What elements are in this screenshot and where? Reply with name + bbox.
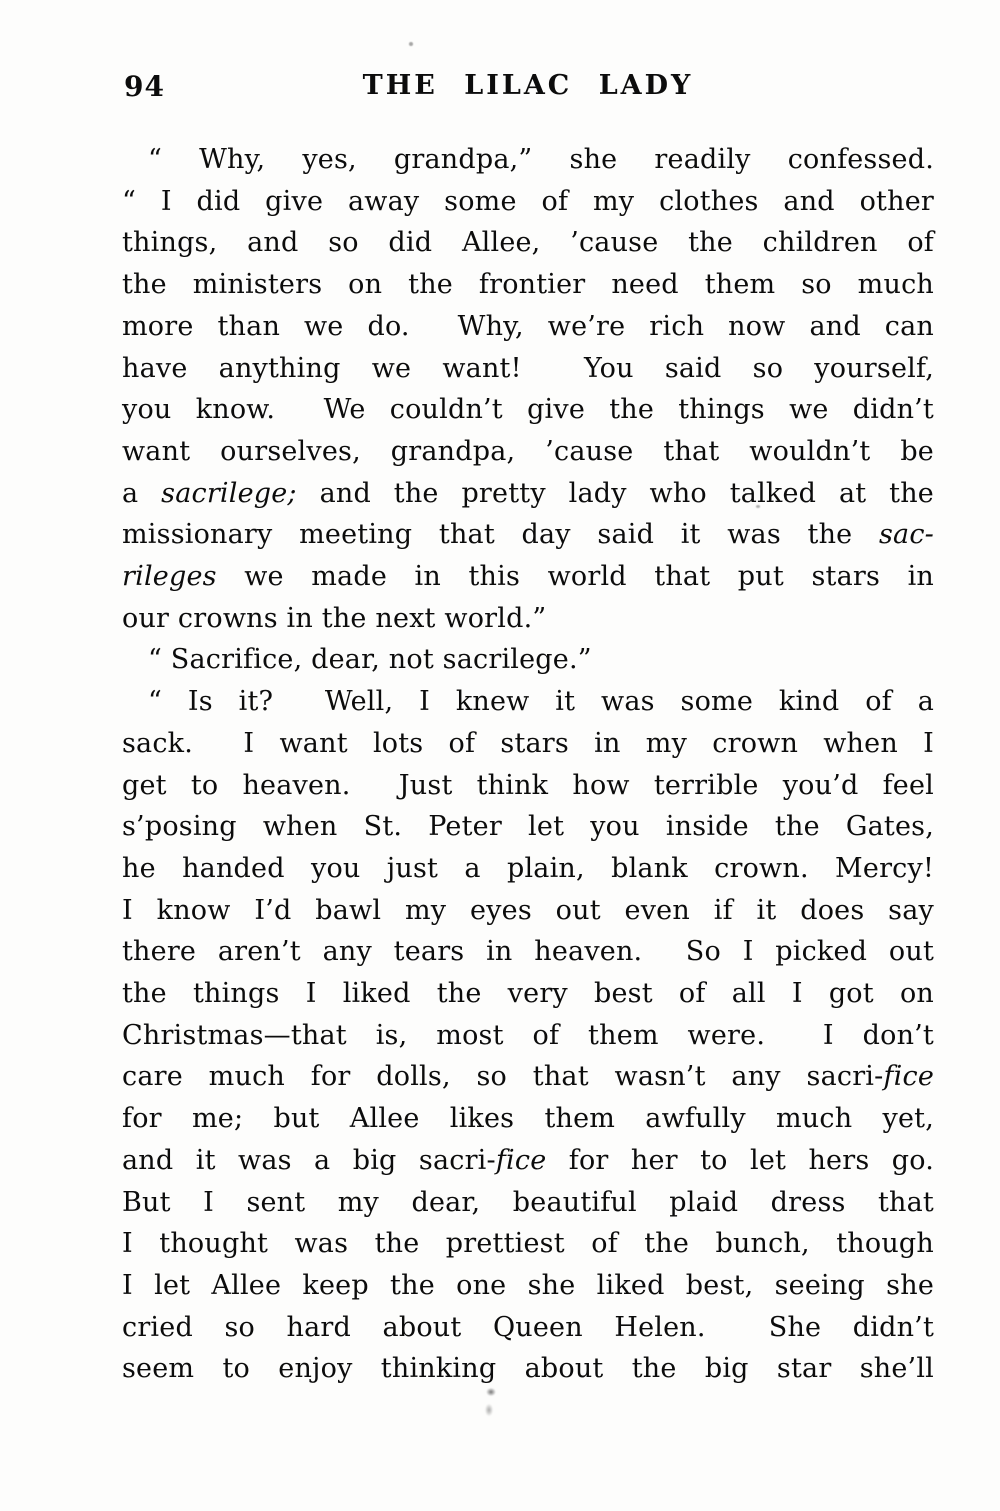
- text-segment: cried so hard about Queen Helen. She didn’t: [122, 1311, 934, 1343]
- text-line: [122, 890, 934, 932]
- text-line: [122, 806, 934, 848]
- text-segment: I know I’d bawl my eyes out even if it does say: [122, 894, 934, 926]
- text-segment: and the pretty lady who talked at the: [296, 477, 934, 509]
- text-segment: But I sent my dear, beautiful plaid dress that: [122, 1186, 934, 1218]
- text-line: [122, 1348, 934, 1390]
- paragraph: [122, 139, 934, 639]
- text-line: [122, 723, 934, 765]
- text-segment: fice: [883, 1061, 934, 1093]
- text-line: [122, 973, 934, 1015]
- text-segment: for me; but Allee likes them awfully much yet,: [122, 1103, 934, 1135]
- text-line: [122, 765, 934, 807]
- page-header: [122, 68, 934, 108]
- text-segment: you know. We couldn’t give the things we didn’t: [122, 394, 934, 426]
- text-segment: fice: [495, 1144, 547, 1176]
- text-segment: s’posing when St. Peter let you inside the Gates,: [122, 811, 934, 843]
- text-line: [122, 181, 934, 223]
- paper-speck: [756, 505, 760, 508]
- text-line: [122, 848, 934, 890]
- text-segment: we made in this world that put stars in: [216, 561, 934, 593]
- running-title: THE LILAC LADY: [362, 70, 694, 101]
- text-segment: our crowns in the next world.”: [122, 602, 547, 634]
- text-segment: care much for dolls, so that wasn’t any sacri-: [122, 1061, 884, 1093]
- text-segment: and it was a big sacri-: [122, 1144, 496, 1176]
- text-segment: get to heaven. Just think how terrible you’d feel: [122, 769, 934, 801]
- text-line: [122, 598, 934, 640]
- text-segment: “ Is it? Well, I knew it was some kind of a: [148, 686, 934, 718]
- text-segment: the things I liked the very best of all I got on: [122, 978, 934, 1010]
- text-line: [122, 1307, 934, 1349]
- text-line: [122, 681, 934, 723]
- page-body: [122, 139, 934, 1390]
- text-segment: things, and so did Allee, ’cause the children of: [122, 227, 934, 259]
- text-segment: the ministers on the frontier need them so much: [122, 269, 934, 301]
- paragraph: [122, 681, 934, 1390]
- text-line: [122, 348, 934, 390]
- text-segment: I thought was the prettiest of the bunch, though: [122, 1228, 934, 1260]
- text-segment: sack. I want lots of stars in my crown when I: [122, 727, 934, 759]
- text-segment: I let Allee keep the one she liked best, seeing she: [122, 1269, 934, 1301]
- text-segment: “ Why, yes, grandpa,” she readily confessed.: [148, 144, 934, 175]
- text-segment: have anything we want! You said so yourself,: [122, 352, 934, 384]
- text-line: [122, 1182, 934, 1224]
- text-segment: seem to enjoy thinking about the big star she’ll: [122, 1353, 934, 1385]
- text-line: [122, 556, 934, 598]
- text-line: [122, 1098, 934, 1140]
- text-segment: sacrilege;: [161, 477, 297, 509]
- page-number: 94: [124, 70, 165, 103]
- text-line: [122, 1265, 934, 1307]
- text-line: [122, 139, 934, 181]
- text-segment: “ I did give away some of my clothes and other: [122, 185, 934, 217]
- text-line: [122, 1056, 934, 1098]
- text-line: [122, 389, 934, 431]
- text-segment: want ourselves, grandpa, ’cause that wouldn’t be: [122, 435, 934, 467]
- text-line: [122, 222, 934, 264]
- paragraph: [122, 639, 934, 681]
- paper-speck: [409, 42, 413, 46]
- text-line: [122, 306, 934, 348]
- text-segment: “ Sacrifice, dear, not sacrilege.”: [148, 644, 592, 676]
- text-segment: Christmas—that is, most of them were. I don’t: [122, 1019, 934, 1051]
- text-line: [122, 514, 934, 556]
- text-line: [122, 473, 934, 515]
- text-segment: there aren’t any tears in heaven. So I picked out: [122, 936, 934, 968]
- text-segment: more than we do. Why, we’re rich now and can: [122, 310, 934, 342]
- text-segment: missionary meeting that day said it was the: [122, 519, 879, 551]
- text-segment: he handed you just a plain, blank crown. Mercy!: [122, 852, 934, 884]
- ink-smudge: [480, 1384, 502, 1424]
- text-line: [122, 264, 934, 306]
- text-line: [122, 639, 934, 681]
- text-line: [122, 431, 934, 473]
- text-line: [122, 1140, 934, 1182]
- text-line: [122, 1015, 934, 1057]
- text-segment: a: [122, 477, 162, 509]
- text-segment: sac-: [879, 519, 934, 551]
- text-segment: for her to let hers go.: [546, 1144, 935, 1176]
- text-line: [122, 1223, 934, 1265]
- text-line: [122, 931, 934, 973]
- text-segment: rileges: [122, 561, 217, 593]
